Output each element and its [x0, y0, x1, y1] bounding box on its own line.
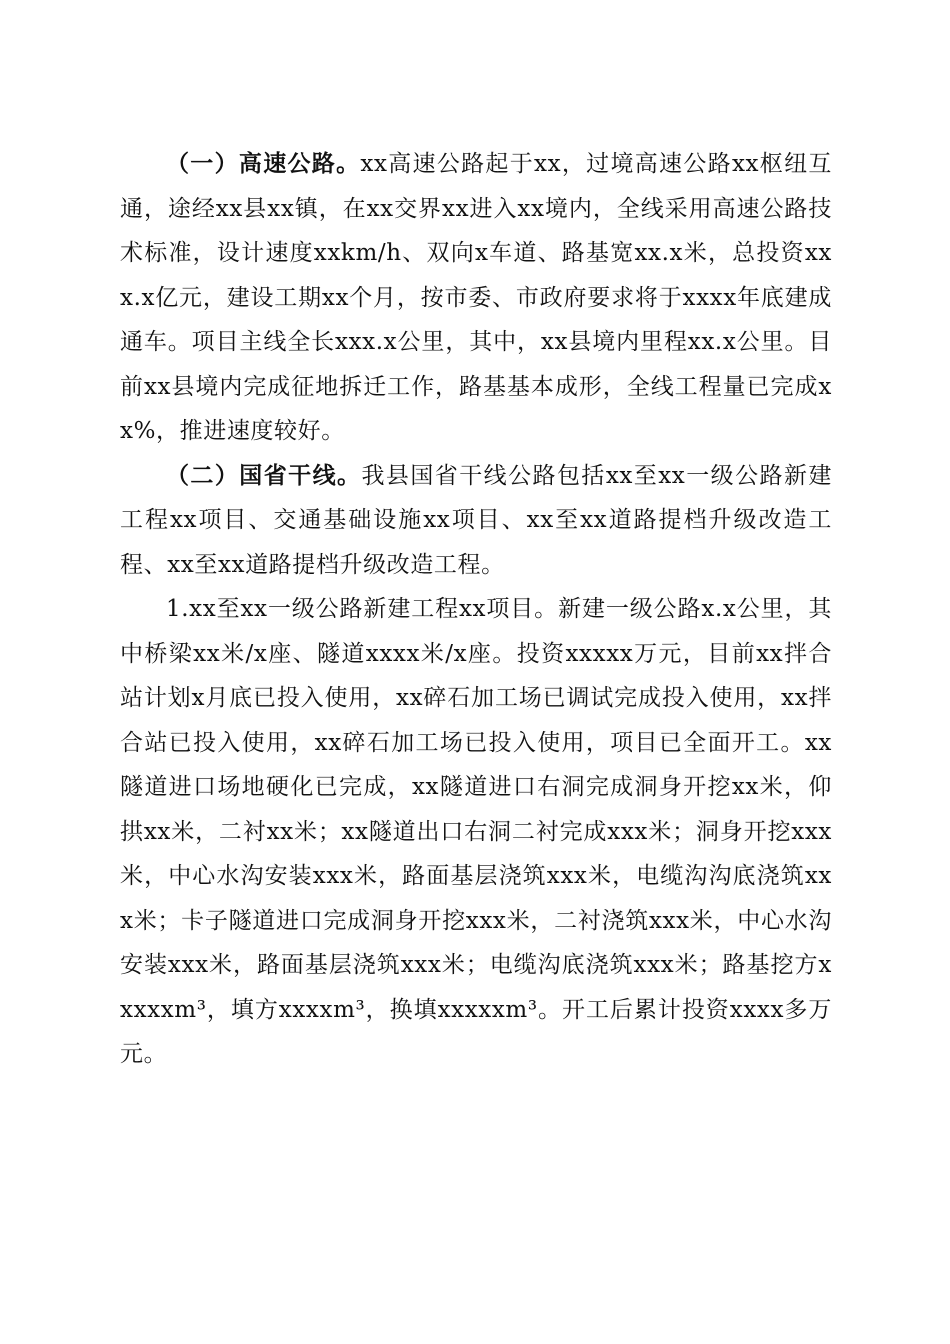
section-heading-trunk-roads: （二）国省干线。	[166, 461, 362, 489]
section-heading-expressway: （一）高速公路。	[166, 150, 361, 177]
paragraph-expressway	[120, 142, 832, 454]
paragraph-text: 我县国省干线公路包括xx至xx一级公路新建工程xx项目、交通基础设施xx项目、xx至xx道路提档升级改造工程、xx至xx道路提档升级改造工程。	[120, 462, 832, 578]
paragraph-project-1	[120, 587, 832, 1077]
paragraph-text: 1.xx至xx一级公路新建工程xx项目。新建一级公路x.x公里，其中桥梁xx米/x座、隧道xxxx米/x座。投资xxxxx万元，目前xx拌合站计划x月底已投入使用，xx碎石加工场已调试完成投入使用，xx拌合站已投入使用，xx碎石加工场已投入使用，项目已全面开工。xx隧道进口场地硬化已完成，xx隧道进口右洞完成洞身开挖xx米，仰拱xx米，二衬xx米；xx隧道出口右洞二衬完成xxx米；洞身开挖xxx米，中心水沟安装xxx米，路面基层浇筑xxx米，电缆沟沟底浇筑xxx米；卡子隧道进口完成洞身开挖xxx米，二衬浇筑xxx米，中心水沟安装xxx米，路面基层浇筑xxx米；电缆沟底浇筑xxx米；路基挖方xxxxxm³，填方xxxxm³，换填xxxxxm³。开工后累计投资xxxx多万元。	[120, 596, 832, 1067]
paragraph-trunk-roads	[120, 454, 832, 588]
paragraph-text: xx高速公路起于xx，过境高速公路xx枢纽互通，途经xx县xx镇，在xx交界xx进入xx境内，全线采用高速公路技术标准，设计速度xxkm/h、双向x车道、路基宽xx.x米，总投资xxx.x亿元，建设工期xx个月，按市委、市政府要求将于xxxx年底建成通车。项目主线全长xxx.x公里，其中，xx县境内里程xx.x公里。目前xx县境内完成征地拆迁工作，路基基本成形，全线工程量已完成xx%，推进速度较好。	[120, 151, 832, 444]
document-body	[120, 142, 832, 1077]
